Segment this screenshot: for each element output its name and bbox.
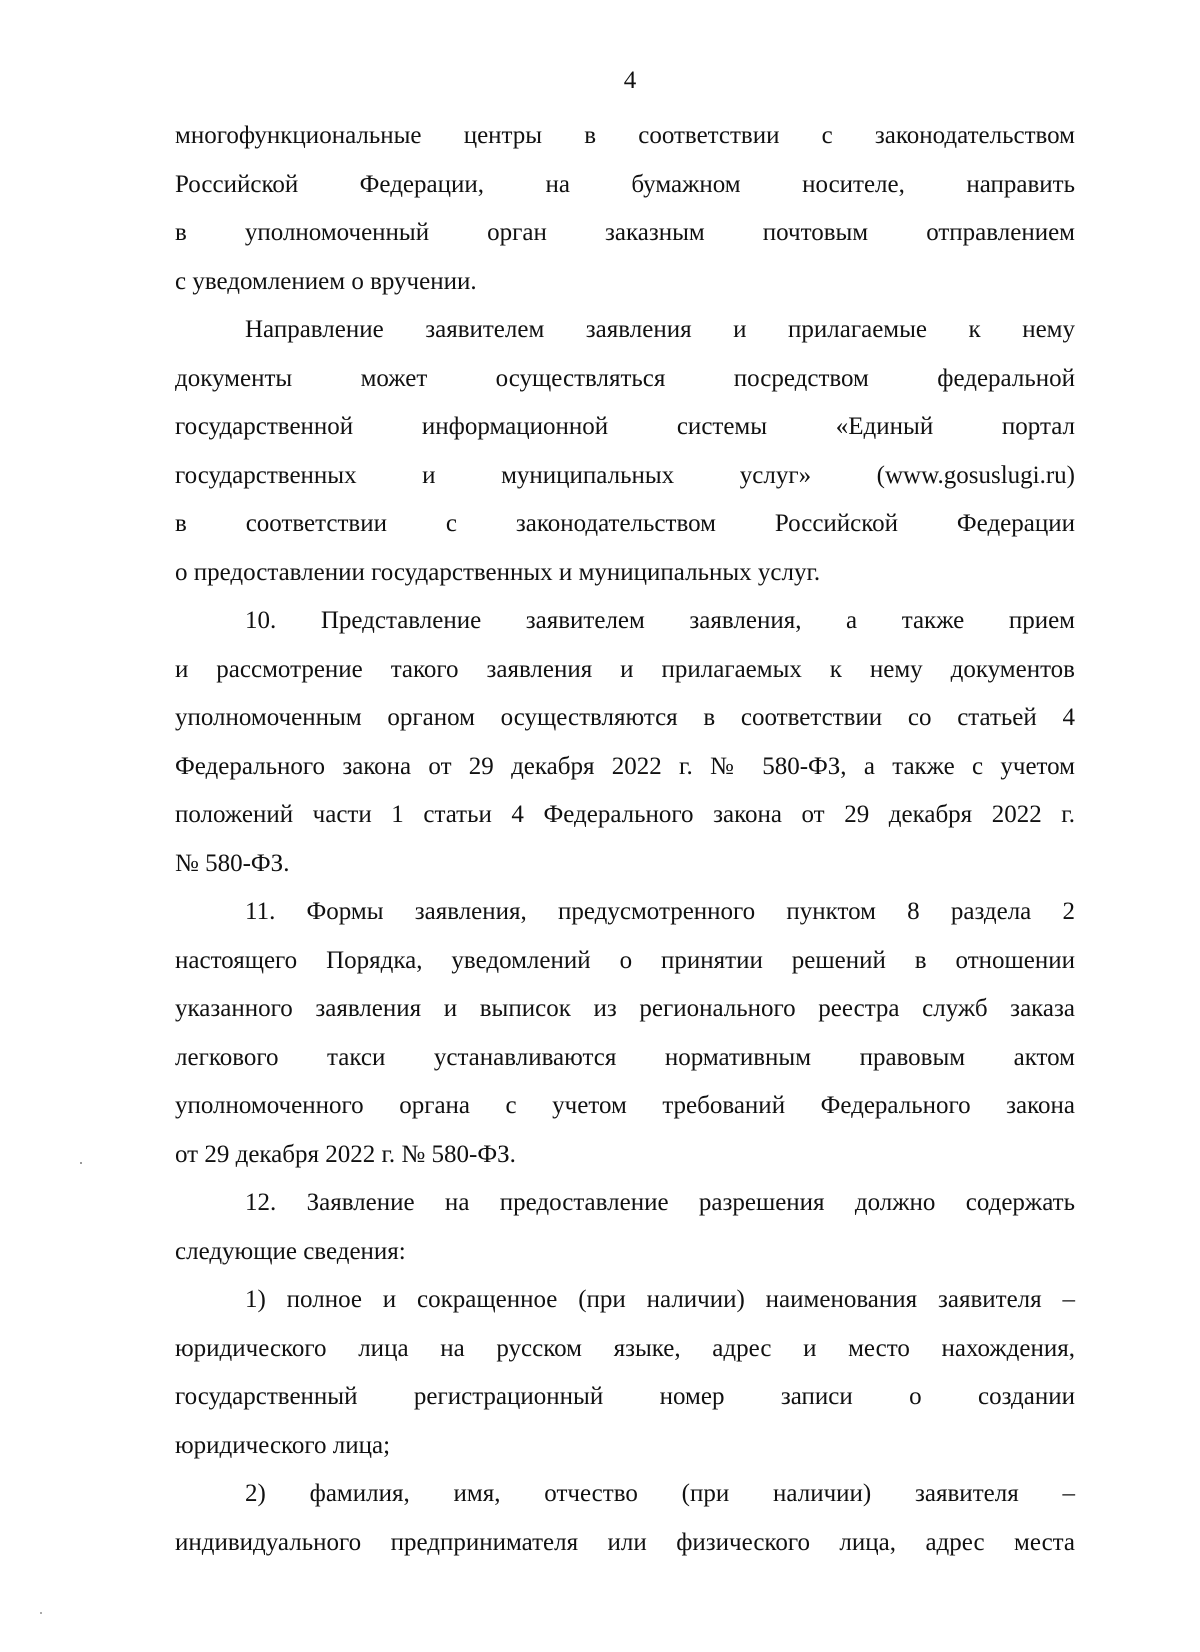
text-line: № 580-ФЗ. <box>175 849 290 877</box>
document-body <box>175 112 1075 1567</box>
text-line: государственный регистрационный номер записи о создании <box>175 1383 1075 1410</box>
text-line: многофункциональные центры в соответствии с законодательством <box>175 122 1075 149</box>
text-line: уполномоченным органом осуществляются в соответствии со статьей 4 <box>175 704 1075 731</box>
text-line: Направление заявителем заявления и прилагаемые к нему <box>245 316 1075 343</box>
text-line: и рассмотрение такого заявления и прилагаемых к нему документов <box>175 655 1075 683</box>
text-line: в уполномоченный орган заказным почтовым отправлением <box>175 219 1075 246</box>
text-line: Российской Федерации, на бумажном носителе, направить <box>175 170 1075 198</box>
page-number: 4 <box>623 67 637 94</box>
text-line: указанного заявления и выписок из регионального реестра служб заказа <box>175 995 1075 1022</box>
text-line: государственной информационной системы «Единый портал <box>175 413 1075 440</box>
text-line: следующие сведения: <box>175 1237 406 1265</box>
text-line: о предоставлении государственных и муниципальных услуг. <box>175 558 821 586</box>
text-line: 10. Представление заявителем заявления, а также прием <box>245 607 1075 634</box>
text-line: 2) фамилия, имя, отчество (при наличии) заявителя – <box>245 1480 1075 1507</box>
text-line: 12. Заявление на предоставление разрешения должно содержать <box>245 1189 1075 1216</box>
text-line: в соответствии с законодательством Российской Федерации <box>175 510 1075 537</box>
text-line: уполномоченного органа с учетом требований Федерального закона <box>175 1092 1075 1119</box>
text-line: от 29 декабря 2022 г. № 580-ФЗ. <box>175 1140 516 1168</box>
text-line: юридического лица; <box>175 1431 391 1459</box>
text-line: юридического лица на русском языке, адрес и место нахождения, <box>175 1334 1075 1362</box>
text-line: 1) полное и сокращенное (при наличии) наименования заявителя – <box>245 1286 1075 1313</box>
text-line: настоящего Порядка, уведомлений о принятии решений в отношении <box>175 946 1075 974</box>
scan-speck <box>80 1162 82 1164</box>
text-line: легкового такси устанавливаются нормативным правовым актом <box>175 1043 1075 1071</box>
text-line: положений части 1 статьи 4 Федерального закона от 29 декабря 2022 г. <box>175 801 1075 828</box>
text-line: индивидуального предпринимателя или физического лица, адрес места <box>175 1528 1075 1556</box>
scan-speck <box>40 1612 42 1614</box>
text-line: с уведомлением о вручении. <box>175 267 477 295</box>
text-line: государственных и муниципальных услуг» (www.gosuslugi.ru) <box>175 461 1075 489</box>
text-line: документы может осуществляться посредством федеральной <box>175 364 1075 392</box>
text-line: 11. Формы заявления, предусмотренного пунктом 8 раздела 2 <box>245 898 1075 925</box>
text-line: Федерального закона от 29 декабря 2022 г. № 580-ФЗ, а также с учетом <box>175 752 1075 780</box>
